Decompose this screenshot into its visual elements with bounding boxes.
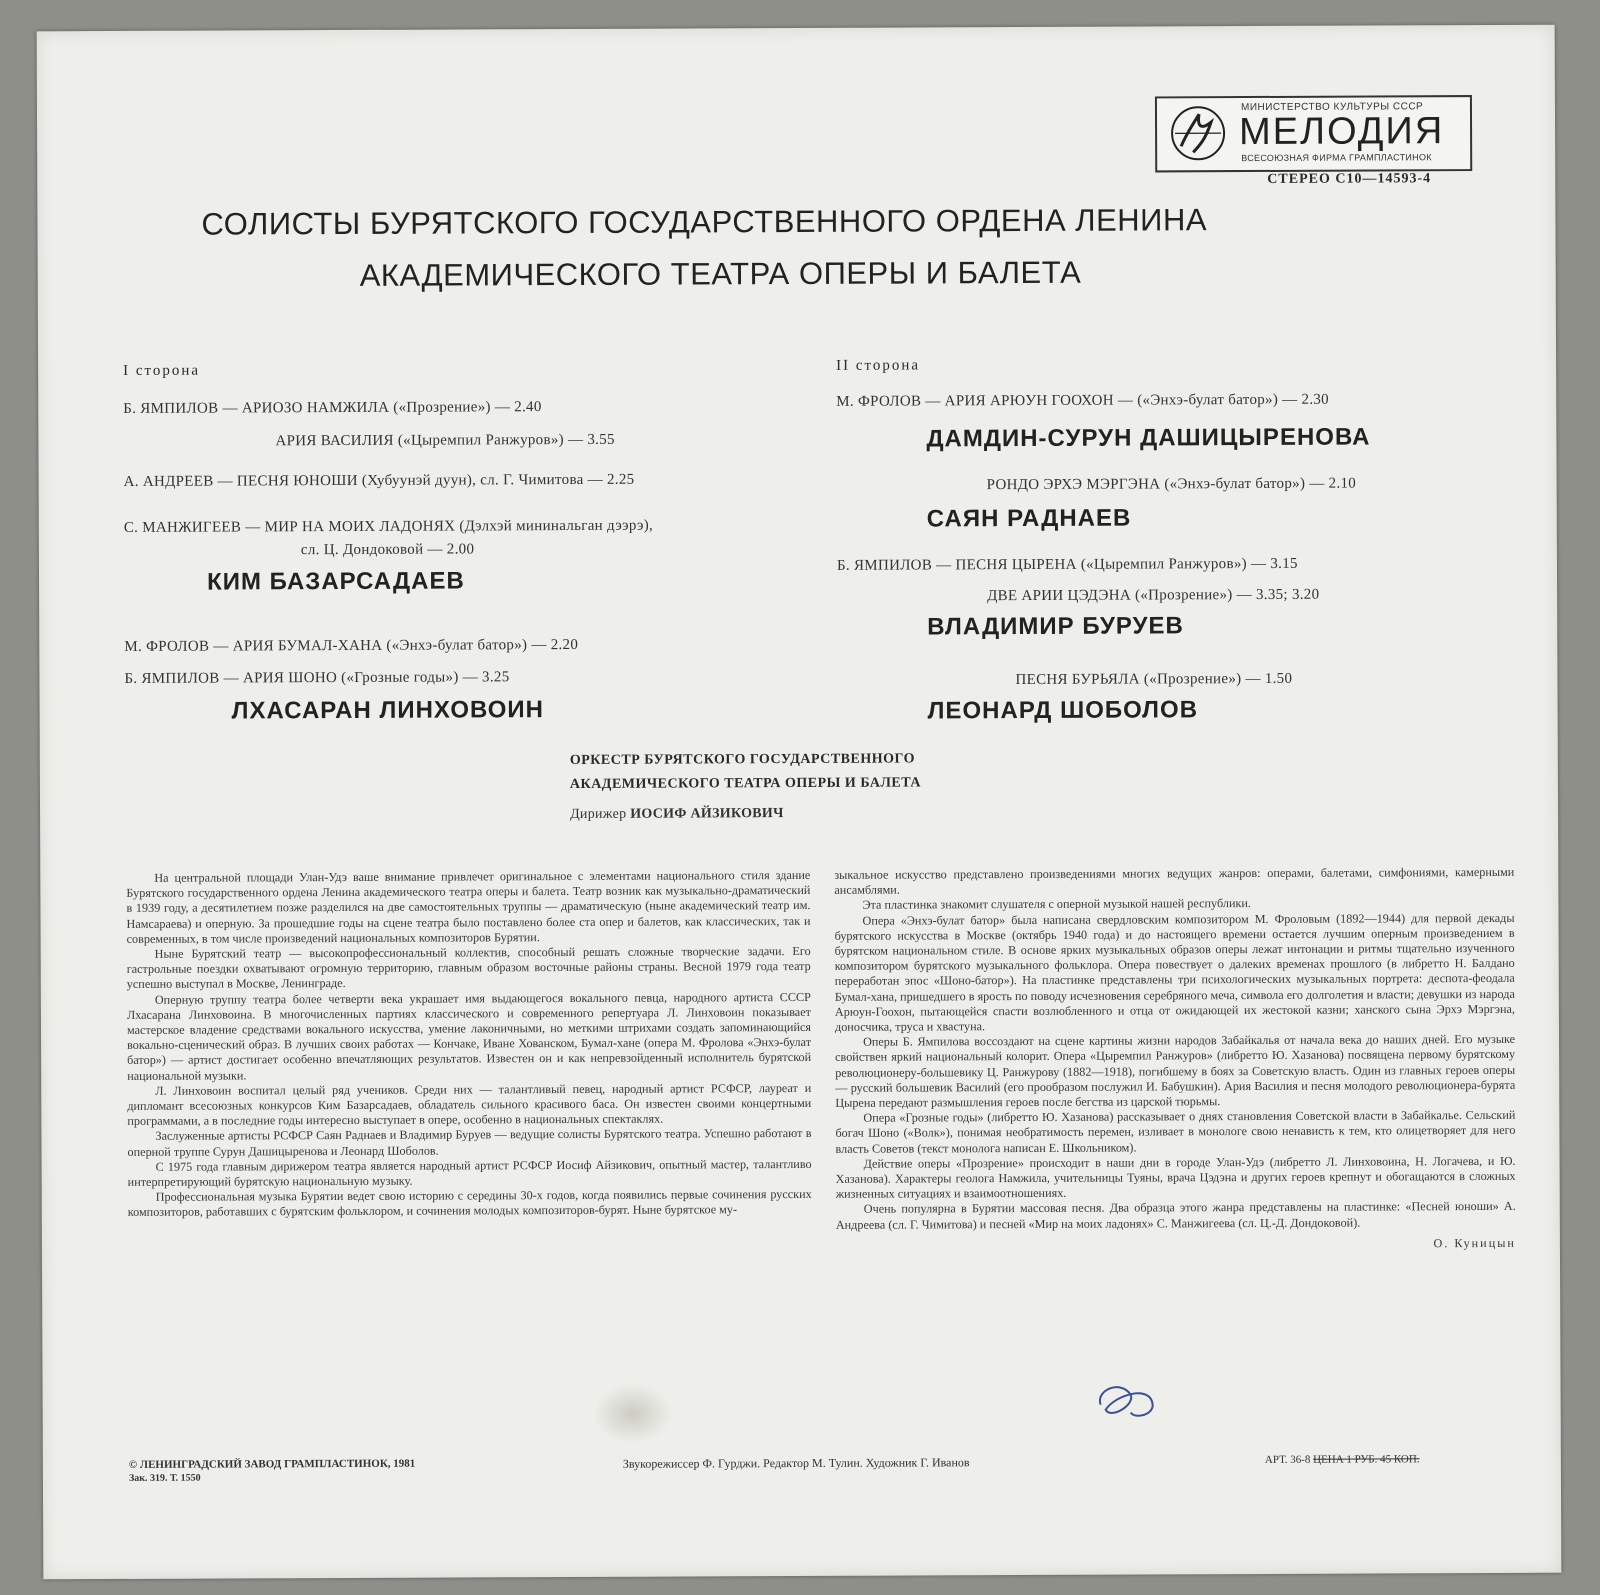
side1-performer: КИМ БАЗАРСАДАЕВ <box>206 567 465 596</box>
album-title-line2: АКАДЕМИЧЕСКОГО ТЕАТРА ОПЕРЫ И БАЛЕТА <box>359 254 1082 293</box>
paragraph: Оперную труппу театра более четверти века украшает имя выдающегося вокального певца, народного артиста СССР Лхасарана Линховоина. В многочисленных партиях классического и современного репертуара Л. Линховоин показывает мастерское владение средствами вокального искусства, умение лаконичными, но меткими штрихами создать запоминающийся вокально-сценический образ. В лучших своих работах — Кончаке, Иване Хованском, Бумал-хане (опера М. Фролова «Энхэ-булат батор») — артист достигает особенно впечатляющих результатов. Известен он и как непревзойденный исполнитель бурятской национальной музыки. <box>126 989 812 1083</box>
paragraph: Очень популярна в Бурятии массовая песня. Два образца этого жанра представлены на пластинке: «Песней юноши» А. Андреева (сл. Г. Чимитова) и песней «Мир на моих ладонях» С. Манжигеева (сл. Ц.-Д. Дондоковой). <box>835 1199 1516 1232</box>
side2-track: Б. ЯМПИЛОВ — ПЕСНЯ ЦЫРЕНА («Цыремпил Ранжуров») — 3.15 <box>836 555 1298 574</box>
side2-track: М. ФРОЛОВ — АРИЯ АРЮУН ГООХОН — («Энхэ-булат батор») — 2.30 <box>836 391 1330 410</box>
side2-performer: САЯН РАДНАЕВ <box>926 504 1132 533</box>
side1-track: М. ФРОЛОВ — АРИЯ БУМАЛ-ХАНА («Энхэ-булат батор») — 2.20 <box>124 636 579 655</box>
conductor-name: ИОСИФ АЙЗИКОВИЧ <box>630 806 784 822</box>
side2-track: ПЕСНЯ БУРЬЯЛА («Прозрение») — 1.50 <box>1015 670 1293 689</box>
paragraph: Опера «Грозные годы» (либретто Ю. Хазанова) рассказывает о днях становления Советской власти в Забайкалье. Сельский богач Шоно («Волк»), понимая необратимость перемен, изливает в монологе свою ненависть к тем, кто олицетворяет для него власть Советов (текст монолога написан Е. Школьником). <box>835 1108 1516 1156</box>
catalog-number: СТЕРЕО С10—14593-4 <box>1267 171 1432 187</box>
orchestra-line1: ОРКЕСТР БУРЯТСКОГО ГОСУДАРСТВЕННОГО <box>569 751 915 768</box>
order-number: Зак. 319. Т. 1550 <box>128 1472 201 1484</box>
side1-performer: ЛХАСАРАН ЛИНХОВОИН <box>231 696 544 725</box>
logo-ministry-text: МИНИСТЕРСТВО КУЛЬТУРЫ СССР <box>1240 101 1424 114</box>
liner-notes-left <box>126 868 812 1221</box>
side2-performer: ВЛАДИМИР БУРУЕВ <box>927 612 1184 641</box>
side2-track: ДВЕ АРИИ ЦЭДЭНА («Прозрение») — 3.35; 3.20 <box>987 586 1320 605</box>
side1-track: АРИЯ ВАСИЛИЯ («Цыремпил Ранжуров») — 3.55 <box>275 431 615 450</box>
album-title-line1: СОЛИСТЫ БУРЯТСКОГО ГОСУДАРСТВЕННОГО ОРДЕНА ЛЕНИНА <box>201 202 1208 242</box>
record-sleeve-back <box>37 25 1562 1580</box>
wear-mark <box>593 1384 673 1444</box>
side1-track: Б. ЯМПИЛОВ — АРИЯ ШОНО («Грозные годы») — 3.25 <box>124 669 510 687</box>
side1-label: I сторона <box>123 362 201 379</box>
side1-track: С. МАНЖИГЕЕВ — МИР НА МОИХ ЛАДОНЯХ (Дэлхэй мининальган дээрэ), <box>123 517 654 536</box>
paragraph: Опера «Энхэ-булат батор» была написана свердловским композитором М. Фроловым (1892—1944) для первой декады бурятского искусства в Москве (октябрь 1940 года) и до настоящего времени остается лучшим оперным произведением в бурятском национальном стиле. В основе ярких музыкальных образов оперы лежат интонации и ритмы тщательно изученного композитором бурятского музыкального фольклора. Опера повествует о далеких временах прошлого (в либретто Н. Балдано переработан эпос «Шоно-батор»). На пластинке представлены три психологических музыкальных портрета: деспота-феодала Бумал-хана, пришедшего в ярость по поводу исчезновения серебряного меча, символа его долголетия и власти; девушки из народа Арюун-Гоохон, пытающейся спасти возлюбленного и отца от ожидающей их жестокой казни; ханского сына Эрхэ Мэргэна, доносчика, труса и хвастуна. <box>834 910 1515 1034</box>
side1-track: Б. ЯМПИЛОВ — АРИОЗО НАМЖИЛА («Прозрение») — 2.40 <box>123 399 542 417</box>
side1-track: сл. Ц. Дондоковой — 2.00 <box>300 541 475 559</box>
credits: Звукорежиссер Ф. Гурджи. Редактор М. Тулин. Художник Г. Иванов <box>622 1455 970 1471</box>
side2-performer: ЛЕОНАРД ШОБОЛОВ <box>927 696 1199 725</box>
paragraph: Л. Линховоин воспитал целый ряд учеников. Среди них — талантливый певец, народный артист РСФСР, лауреат и дипломант всесоюзных конкурсов Ким Базарсадаев, обладатель сильного красивого баса. Он известен своими концертными программами, а в последние годы интересно выступает в опере, особенно в национальных спектаклях. <box>127 1080 812 1129</box>
handwritten-signature-icon <box>1091 1374 1161 1424</box>
orchestra-line2: АКАДЕМИЧЕСКОГО ТЕАТРА ОПЕРЫ И БАЛЕТА <box>569 775 922 792</box>
conductor-line <box>570 806 784 823</box>
copyright: © ЛЕНИНГРАДСКИЙ ЗАВОД ГРАМПЛАСТИНОК, 1981 <box>128 1457 416 1471</box>
paragraph: С 1975 года главным дирижером театра является народный артист РСФСР Иосиф Айзикович, опытный мастер, талантливо интерпретирующий бурятскую национальную музыку. <box>127 1156 812 1189</box>
paragraph: Ныне Бурятский театр — высокопрофессиональный коллектив, способный решать сложные творческие задачи. Его гастрольные поездки охватывают огромную территорию, главным образом восточные районы страны. Весной 1979 года театр успешно выступал в Москве, Ленинграде. <box>126 943 811 992</box>
melodiya-logo <box>1155 95 1472 172</box>
price-line <box>1265 1453 1420 1466</box>
melodiya-emblem-icon <box>1163 102 1233 164</box>
logo-brand-name: МЕЛОДИЯ <box>1238 110 1445 154</box>
side2-label: II сторона <box>836 357 921 374</box>
logo-company-text: ВСЕСОЮЗНАЯ ФИРМА ГРАМПЛАСТИНОК <box>1241 152 1432 164</box>
paragraph: Эта пластинка знакомит слушателя с оперной музыкой нашей республики. <box>862 896 1251 913</box>
article-code: АРТ. 36-8 <box>1264 1453 1311 1466</box>
paragraph: Профессиональная музыка Бурятии ведет свою историю с середины 30-х годов, когда появились первые сочинения русских композиторов, работавших с бурятским фольклором, и сочинения молодых композиторов-бурят. Ныне бурятское му- <box>127 1187 812 1220</box>
liner-notes-right <box>834 865 1516 1254</box>
conductor-label: Дирижер <box>570 806 627 822</box>
side1-track: А. АНДРЕЕВ — ПЕСНЯ ЮНОШИ (Хубуунэй дуун), сл. Г. Чимитова — 2.25 <box>123 471 635 490</box>
paragraph: Действие оперы «Прозрение» происходит в наши дни в городе Улан-Удэ (либретто Л. Линховоина, Н. Логачева, и Ю. Хазанова). Характеры геолога Намжила, учительницы Туяны, врача Цэдэна и других героев крепнут и обогащаются в сложных жизненных ситуациях и взаимоотношениях. <box>835 1153 1516 1202</box>
paragraph: На центральной площади Улан-Удэ ваше внимание привлечет оригинальное с элементами национального стиля здание Бурятского государственного ордена Ленина академического театра оперы и балета. Театр возник как музыкально-драматический в 1939 году, а десятилетием позже разделился на две самостоятельных труппы — драматическую (ныне академический театр им. Намсараева) и оперную. За прошедшие годы на сцене театра было поставлено более ста опер и балетов, как классических, так и современных, в том числе произведений национальных композиторов Бурятии. <box>126 867 811 946</box>
paragraph: Заслуженные артисты РСФСР Саян Раднаев и Владимир Буруев — ведущие солисты Бурятского театра. Успешно работают в оперной труппе Сурун Дашицыренова и Леонард Шоболов. <box>127 1126 812 1159</box>
side2-track: РОНДО ЭРХЭ МЭРГЭНА («Энхэ-булат батор») — 2.10 <box>986 475 1357 494</box>
paragraph: Оперы Б. Ямпилова воссоздают на сцене картины жизни народов Забайкалья от начала века до наших дней. Его музыке свойствен яркий национальный колорит. Опера «Цыремпил Ранжуров» (либретто Ю. Хазанова) посвящена первому бурятскому революционеру-большевику Ц. Ранжурову (1882—1918), погибшему в боях за Советскую власть. Один из главных героев оперы — русский большевик Василий (его прообразом послужил И. Бабушкин). Ария Василия и песня молодого революционера-бурята Цырена передают размышления героев после бегства из царской тюрьмы. <box>835 1032 1516 1110</box>
side2-performer: ДАМДИН-СУРУН ДАШИЦЫРЕНОВА <box>926 423 1371 453</box>
price: ЦЕНА 1 РУБ. 45 КОП. <box>1313 1453 1420 1466</box>
notes-author: О. Куницын <box>1433 1235 1516 1251</box>
paragraph: зыкальное искусство представлено произведениями многих ведущих жанров: операми, балетами, симфониями, камерными ансамблями. <box>834 864 1515 898</box>
